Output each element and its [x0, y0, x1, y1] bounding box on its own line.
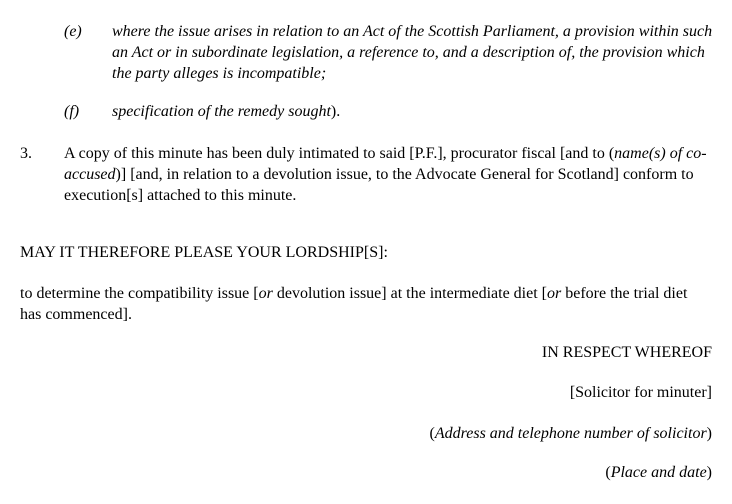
prayer-heading: MAY IT THEREFORE PLEASE YOUR LORDSHIP[S]:: [20, 244, 388, 261]
prayer-text-part: devolution issue] at the intermediate diet [: [272, 285, 547, 302]
paragraph-text-part: )] [and, in relation to a devolution issue, to the Advocate General for Scotland] conform to execution[s] attached to this minute.: [64, 166, 694, 204]
paragraph-number: 3.: [20, 145, 32, 162]
address-open: (: [429, 425, 435, 442]
prayer-text-italic: or: [258, 285, 273, 302]
item-label: (f): [64, 103, 80, 120]
paragraph-text-part: A copy of this minute has been duly intimated to said [P.F.], procurator fiscal [and to (: [64, 145, 615, 162]
prayer-text: [20, 283, 710, 325]
place-text: Place and date: [610, 464, 707, 481]
item-text: where the issue arises in relation to an Act of the Scottish Parliament, a provision within such an Act or in subordinate legislation, a reference to, and a description of, the provision which the party alleges is incompatible;: [112, 23, 713, 82]
place-open: (: [605, 464, 611, 481]
prayer-text-part: before the trial diet has commenced].: [20, 285, 688, 323]
solicitor-line: [Solicitor for minuter]: [569, 384, 712, 401]
address-close: ): [706, 425, 712, 442]
in-respect-whereof: IN RESPECT WHEREOF: [541, 344, 712, 361]
paragraph-text-italic: name(s) of co-accused: [64, 145, 707, 183]
item-text-end: ).: [330, 103, 341, 120]
item-text-italic: specification of the remedy sought: [112, 103, 331, 120]
address-line: [430, 423, 712, 444]
item-text: [112, 101, 716, 122]
prayer-text-part: to determine the compatibility issue [: [20, 285, 259, 302]
place-close: ): [706, 464, 712, 481]
address-text: Address and telephone number of solicitor: [434, 425, 707, 442]
place-date-line: [605, 462, 712, 483]
item-label: (e): [64, 23, 82, 40]
prayer-text-italic: or: [546, 285, 562, 302]
paragraph-text: [64, 143, 716, 206]
